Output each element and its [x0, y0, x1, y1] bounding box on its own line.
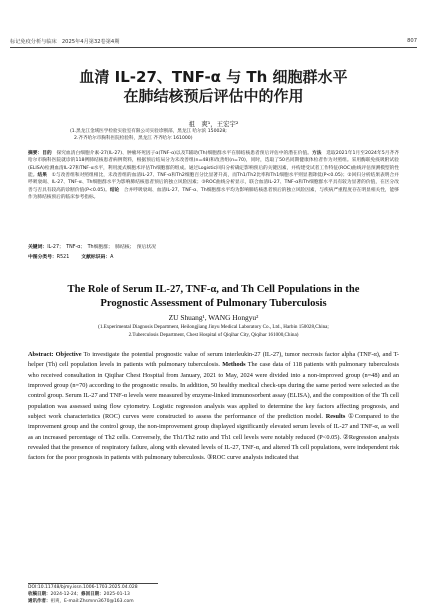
running-header: [10, 38, 417, 45]
classification-line: [28, 254, 399, 261]
english-results-label: Results: [325, 413, 346, 421]
chinese-title: [0, 68, 427, 106]
chinese-keywords: [28, 244, 399, 251]
chinese-conclusion-text: 合并呼吸衰竭、血清IL-27、TNF-α、Th细胞群水平均为影响肺结核患者预后的独立风险因素，与疾病严重程度存在明显相关性，能够作为肺结核预后的临床参考指标。: [28, 187, 399, 201]
received-date: 2024-12-24；: [50, 592, 82, 597]
footer-notes: [28, 584, 399, 605]
corresponding-author-line: [28, 598, 399, 605]
chinese-results-text: ①与改善组和对照组相比，未改善组的血清IL-27、TNF-α和Th2细胞百分比显著升高，而Th1/Th2比率和Th1细胞水平则显著降低(P<0.05)；②回归分析结果表明合并呼吸衰竭、IL-27、TNF-α、Th细胞群水平为影响肺结核患者预后的独立风险因素；③ROC曲线分析显示，联合血清IL-27、TNF-α和Th细胞群水平具有较为显著的价值，在区分改善与否具有较高的诊断价值(P<0.05)。: [28, 173, 399, 193]
english-abstract: [28, 350, 399, 464]
chinese-conclusion-label: 结论: [109, 187, 120, 193]
chinese-methods-label: 方法: [311, 151, 322, 156]
clc-value: R521: [56, 255, 70, 260]
chinese-authors: 祖 爽¹，王宏宇²: [188, 120, 239, 128]
chinese-keywords-text: IL-27； TNF-α； Th细胞群； 肺结核； 预后状况: [47, 245, 156, 250]
english-title: [0, 283, 427, 311]
chinese-affiliations: [70, 128, 387, 142]
chinese-abstract-label: 摘要：: [28, 151, 43, 156]
english-results-text: ①Compared to the improvement group and the control group, the non-improvement group displayed significantly elevated serum levels of IL-27 and TNF-α, as well as an increased percentage of Th2 cells. Conversely, the Th1/Th2 ratio and Th1 cell levels were notably reduced (P<0.05). ②Regression analysis revealed that the presence of respiratory failure, along with elevated levels of IL-27, TNF-α, and altered Th cell populations, were independent risk factors for the poor prognosis in patients with pulmonary tuberculosis. ③ROC curve analysis indicated that: [28, 413, 399, 462]
english-authors: ZU Shuang¹, WANG Hongyu²: [168, 313, 259, 322]
english-objective-text: To investigate the potential prognostic value of serum interleukin-27 (IL-27), tumor necrosis factor alpha (TNF-α), and T-helper (Th) cell population levels in patients with pulmonary tuberculosis.: [28, 351, 400, 369]
english-methods-label: Methods: [222, 361, 246, 369]
corresponding-author-email: E-mail:Zhsmnn3670@163.com: [64, 599, 134, 604]
clc-label: 中图分类号：: [28, 255, 57, 260]
revised-date: 2025-01-13: [103, 592, 130, 597]
revised-label: 修回日期：: [81, 592, 104, 597]
english-affiliations: [0, 323, 427, 339]
received-label: 收稿日期：: [28, 592, 51, 597]
doi-line: DOI:10.11748/bjmy.issn.1006-1703.2025.04.028: [28, 585, 138, 590]
english-methods-text: The case data of 118 patients with pulmonary tuberculosis who received consultation in Qiqihar Chest Hospital from January, 2021 to May, 2024 were divided into a non-improved group (n=48) and an improved group (n=70) according to the prognostic results. In addition, 50 healthy medical check-ups during the same period were selected as the control group. Serum IL-27 and TNF-α levels were measured by enzyme-linked immunosorbent assay (ELISA), and the composition of the Th cell population was assessed using flow cytometry. Logistic regression analysis was applied to determine the key factors affecting prognosis, and subject work characteristics (ROC) curves were constructed to assess the performance of the prediction model.: [28, 361, 400, 421]
chinese-affiliation-2: 2.齐齐哈尔市胸科医院检验科，黑龙江 齐齐哈尔 161000): [74, 136, 193, 141]
document-code-value: A: [110, 255, 114, 260]
header-rule: [10, 47, 417, 48]
english-objective-label: Objective: [55, 351, 82, 358]
chinese-keywords-label: 关键词：: [28, 245, 48, 250]
chinese-methods-text: 选取2021年1月至2024年5月齐齐哈尔市胸科医院就诊的118例肺结核患者病例资料，根据预后结局分为未改善组(n=48)和改善组(n=70)，同时，选取了50名同期健康体检者作为对照组。采用酶联免疫吸附试验(ELISA)检测血清IL-27和TNF-α水平，利用流式细胞术评估Th细胞群的组成。通过Logistic回归分析确定影响预后的关键因素，并构建受试者工作特征(ROC)曲线评估预测模型的性能。: [28, 151, 399, 179]
english-affiliation-1: (1.Experimental Diagnosis Department, Heilongjiang Jinyu Medical Laboratory Co., Ltd., Harbin 150028,China;: [98, 324, 329, 330]
journal-name: 标记免疫分析与临床 2025年4月第32卷第4期: [10, 39, 120, 45]
dates-line: [28, 591, 399, 598]
chinese-results-label: 结果: [37, 173, 47, 179]
chinese-objective-text: 探究血清白细胞介素-27(IL-27)、肿瘤坏死因子α(TNF-α)以及T辅助(Th)细胞群水平在肺结核患者预后评估中的潜在价值。: [56, 151, 312, 156]
corresponding-author-label: 通讯作者：: [28, 599, 51, 604]
chinese-title-line-2: 在肺结核预后评估中的作用: [123, 87, 304, 105]
chinese-affiliation-1: (1.黑龙江金域医学检验实验室有限公司实验诊断部，黑龙江 哈尔滨 150028;: [70, 129, 227, 134]
corresponding-author-name: 祖爽，: [50, 599, 64, 604]
english-affiliation-2: 2.Tuberculosis Department, Chest Hospital of Qiqihar City, Qiqihar 161000,China): [128, 332, 299, 338]
english-title-line-1: The Role of Serum IL-27, TNF-α, and Th Cell Populations in the: [67, 284, 360, 295]
chinese-abstract: [28, 150, 399, 201]
english-abstract-label: Abstract:: [28, 351, 54, 358]
document-code-label: 文献标识码：: [81, 255, 111, 260]
page-number: 807: [407, 38, 417, 44]
chinese-objective-label: 目的: [42, 151, 52, 156]
chinese-title-line-1: 血清 IL-27、TNF-α 与 Th 细胞群水平: [79, 68, 348, 86]
english-title-line-2: Prognostic Assessment of Pulmonary Tuberculosis: [100, 298, 327, 309]
